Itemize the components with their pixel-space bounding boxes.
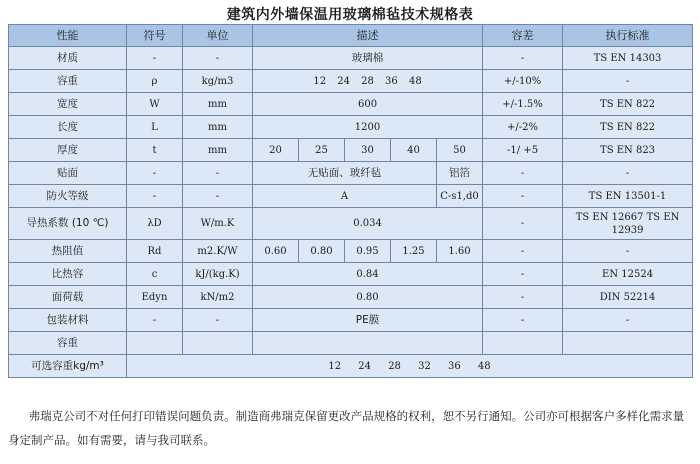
cell-unit: W/m.K bbox=[183, 208, 253, 240]
cell-tolerance: - bbox=[483, 47, 563, 70]
table-row bbox=[9, 47, 693, 70]
header-property: 性能 bbox=[9, 25, 127, 47]
cell-description: 0.84 bbox=[253, 263, 483, 286]
cell-property: 长度 bbox=[9, 116, 127, 139]
cell-standard: - bbox=[563, 70, 693, 93]
cell-unit: kJ/(kg.K) bbox=[183, 263, 253, 286]
cell-tolerance: - bbox=[483, 162, 563, 185]
table-row bbox=[9, 286, 693, 309]
cell-standard: - bbox=[563, 162, 693, 185]
cell-symbol: - bbox=[127, 47, 183, 70]
cell-symbol: L bbox=[127, 116, 183, 139]
table-row bbox=[9, 208, 693, 240]
cell-description-alt: 铝箔 bbox=[437, 162, 483, 185]
cell-description: 12 24 28 36 48 bbox=[253, 70, 483, 93]
cell-unit: mm bbox=[183, 93, 253, 116]
table-row bbox=[9, 116, 693, 139]
cell-unit: - bbox=[183, 185, 253, 208]
cell-standard bbox=[563, 332, 693, 355]
header-description: 描述 bbox=[253, 25, 483, 47]
cell-unit: kg/m3 bbox=[183, 70, 253, 93]
cell-description: 1200 bbox=[253, 116, 483, 139]
spec-table bbox=[8, 24, 693, 378]
cell-unit: mm bbox=[183, 139, 253, 162]
table-row bbox=[9, 162, 693, 185]
cell-property: 贴面 bbox=[9, 162, 127, 185]
table-row bbox=[9, 332, 693, 355]
cell-property: 包装材料 bbox=[9, 309, 127, 332]
cell-value: 1.25 bbox=[391, 240, 437, 263]
cell-description: 无贴面、玻纤毡 bbox=[253, 162, 437, 185]
cell-symbol: λD bbox=[127, 208, 183, 240]
cell-unit: - bbox=[183, 47, 253, 70]
cell-description: 0.034 bbox=[253, 208, 483, 240]
cell-symbol: - bbox=[127, 162, 183, 185]
cell-unit: - bbox=[183, 309, 253, 332]
cell-standard: TS EN 823 bbox=[563, 139, 693, 162]
disclaimer-text: 弗瑞克公司不对任何打印错误问题负责。制造商弗瑞克保留更改产品规格的权利，恕不另行通知。公司亦可根据客户多样化需求量身定制产品。如有需要，请与我司联系。 bbox=[8, 409, 685, 447]
cell-description bbox=[253, 332, 483, 355]
cell-symbol bbox=[127, 332, 183, 355]
cell-tolerance bbox=[483, 332, 563, 355]
cell-standard: TS EN 12667 TS EN 12939 bbox=[563, 208, 693, 240]
cell-unit: mm bbox=[183, 116, 253, 139]
cell-property: 面荷载 bbox=[9, 286, 127, 309]
cell-description: 12 24 28 32 36 48 bbox=[127, 355, 693, 378]
cell-tolerance: - bbox=[483, 263, 563, 286]
cell-symbol: Rd bbox=[127, 240, 183, 263]
cell-property: 容重 bbox=[9, 332, 127, 355]
cell-property: 材质 bbox=[9, 47, 127, 70]
cell-unit: kN/m2 bbox=[183, 286, 253, 309]
cell-value: 0.60 bbox=[253, 240, 299, 263]
cell-value: 50 bbox=[437, 139, 483, 162]
cell-tolerance: +/-10% bbox=[483, 70, 563, 93]
cell-value: 1.60 bbox=[437, 240, 483, 263]
table-row bbox=[9, 93, 693, 116]
cell-property: 厚度 bbox=[9, 139, 127, 162]
header-unit: 单位 bbox=[183, 25, 253, 47]
cell-unit: - bbox=[183, 162, 253, 185]
cell-unit bbox=[183, 332, 253, 355]
header-standard: 执行标准 bbox=[563, 25, 693, 47]
cell-property: 热阻值 bbox=[9, 240, 127, 263]
table-row bbox=[9, 240, 693, 263]
table-row bbox=[9, 139, 693, 162]
cell-standard: EN 12524 bbox=[563, 263, 693, 286]
disclaimer-note bbox=[8, 404, 692, 452]
cell-description-alt: C-s1,d0 bbox=[437, 185, 483, 208]
cell-standard: TS EN 822 bbox=[563, 116, 693, 139]
cell-value: 0.80 bbox=[299, 240, 345, 263]
cell-property: 导热系数 (10 ℃) bbox=[9, 208, 127, 240]
cell-unit: m2.K/W bbox=[183, 240, 253, 263]
cell-value: 20 bbox=[253, 139, 299, 162]
cell-description: 600 bbox=[253, 93, 483, 116]
table-row bbox=[9, 309, 693, 332]
cell-value: 25 bbox=[299, 139, 345, 162]
cell-standard: - bbox=[563, 240, 693, 263]
cell-tolerance: - bbox=[483, 309, 563, 332]
cell-property: 防火等级 bbox=[9, 185, 127, 208]
table-row bbox=[9, 185, 693, 208]
cell-symbol: ρ bbox=[127, 70, 183, 93]
cell-property: 宽度 bbox=[9, 93, 127, 116]
cell-symbol: t bbox=[127, 139, 183, 162]
cell-value: 30 bbox=[345, 139, 391, 162]
header-tolerance: 容差 bbox=[483, 25, 563, 47]
cell-standard: DIN 52214 bbox=[563, 286, 693, 309]
cell-standard: TS EN 13501-1 bbox=[563, 185, 693, 208]
cell-standard: TS EN 14303 bbox=[563, 47, 693, 70]
cell-symbol: - bbox=[127, 185, 183, 208]
table-row bbox=[9, 355, 693, 378]
cell-symbol: c bbox=[127, 263, 183, 286]
cell-description: 玻璃棉 bbox=[253, 47, 483, 70]
cell-tolerance: - bbox=[483, 185, 563, 208]
cell-tolerance: +/-2% bbox=[483, 116, 563, 139]
cell-description: PE膜 bbox=[253, 309, 483, 332]
cell-property: 比热容 bbox=[9, 263, 127, 286]
cell-symbol: Edyn bbox=[127, 286, 183, 309]
cell-symbol: - bbox=[127, 309, 183, 332]
cell-tolerance: - bbox=[483, 208, 563, 240]
cell-tolerance: - bbox=[483, 240, 563, 263]
cell-description: A bbox=[253, 185, 437, 208]
cell-tolerance: - bbox=[483, 286, 563, 309]
cell-symbol: W bbox=[127, 93, 183, 116]
header-row bbox=[9, 25, 693, 47]
cell-value: 0.95 bbox=[345, 240, 391, 263]
cell-tolerance: -1/ +5 bbox=[483, 139, 563, 162]
table-row bbox=[9, 263, 693, 286]
cell-standard: TS EN 822 bbox=[563, 93, 693, 116]
cell-value: 40 bbox=[391, 139, 437, 162]
cell-property: 可选容重kg/m³ bbox=[9, 355, 127, 378]
cell-description: 0.80 bbox=[253, 286, 483, 309]
table-row bbox=[9, 70, 693, 93]
cell-tolerance: +/-1.5% bbox=[483, 93, 563, 116]
cell-standard: - bbox=[563, 309, 693, 332]
header-symbol: 符号 bbox=[127, 25, 183, 47]
page-title: 建筑内外墙保温用玻璃棉毡技术规格表 bbox=[226, 7, 474, 23]
cell-property: 容重 bbox=[9, 70, 127, 93]
